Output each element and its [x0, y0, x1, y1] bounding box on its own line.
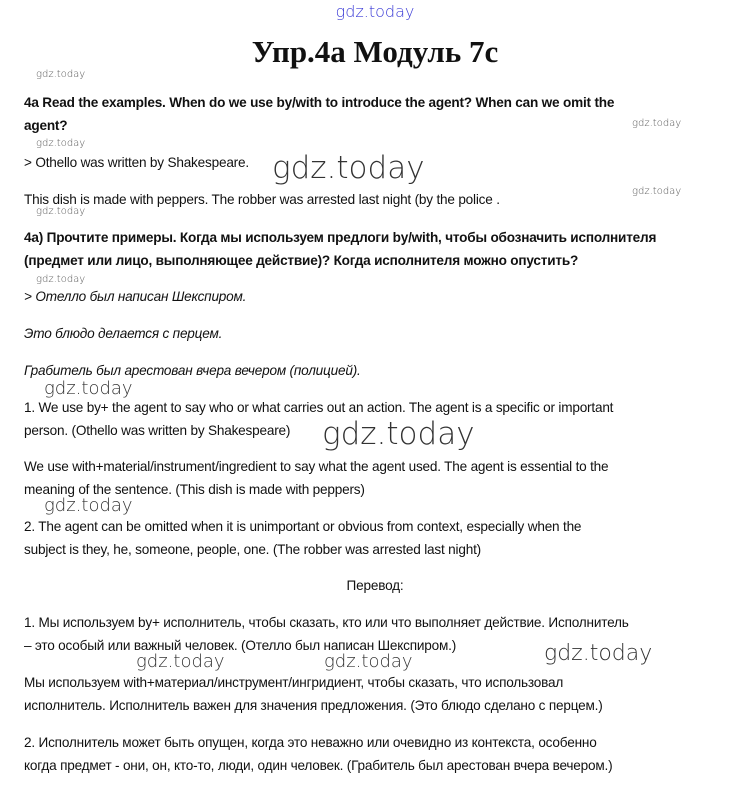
answer-ru-line: – это особый или важный человек. (Отелло был написан Шекспиром.): [24, 638, 457, 653]
watermark: gdz.today: [322, 416, 475, 452]
watermark: gdz.today: [324, 651, 413, 672]
example-ru: Это блюдо делается с перцем.: [24, 326, 223, 341]
watermark: gdz.today: [36, 274, 86, 285]
answer-en-line: 1. We use by+ the agent to say who or what carries out an action. The agent is a specific or important: [24, 400, 614, 415]
watermark: gdz.today: [632, 186, 682, 197]
example-en: This dish is made with peppers. The robber was arrested last night (by the police .: [24, 192, 500, 207]
watermark: gdz.today: [272, 150, 425, 186]
watermark-logo: gdz.today: [335, 2, 415, 21]
task-ru-line: 4а) Прочтите примеры. Когда мы используем предлоги by/with, чтобы обозначить исполнителя: [24, 230, 657, 245]
watermark: gdz.today: [36, 69, 86, 80]
page-title: Упр.4a Модуль 7c: [251, 34, 499, 69]
watermark: gdz.today: [136, 651, 225, 672]
example-ru: > Отелло был написан Шекспиром.: [24, 289, 247, 304]
watermark: gdz.today: [36, 138, 86, 149]
example-en: > Othello was written by Shakespeare.: [24, 155, 249, 170]
answer-ru-line: Мы используем with+материал/инструмент/ингридиент, чтобы сказать, что использовал: [24, 675, 564, 690]
watermark: gdz.today: [544, 641, 653, 666]
answer-en-line: 2. The agent can be omitted when it is unimportant or obvious from context, especially when the: [24, 519, 582, 534]
answer-ru-line: 1. Мы используем by+ исполнитель, чтобы сказать, кто или что выполняет действие. Исполнитель: [24, 615, 629, 630]
answer-ru-line: когда предмет - они, он, кто-то, люди, один человек. (Грабитель был арестован вчера вечером.): [24, 758, 613, 773]
watermark: gdz.today: [36, 206, 86, 217]
watermark: gdz.today: [44, 378, 133, 399]
answer-en-line: We use with+material/instrument/ingredient to say what the agent used. The agent is essential to the: [24, 459, 609, 474]
watermark: gdz.today: [44, 495, 133, 516]
watermark: gdz.today: [632, 118, 682, 129]
answer-ru-line: 2. Исполнитель может быть опущен, когда это неважно или очевидно из контекста, особенно: [24, 735, 597, 750]
task-en-line: 4a Read the examples. When do we use by/with to introduce the agent? When can we omit the: [24, 95, 615, 110]
answer-ru-line: исполнитель. Исполнитель важен для значения предложения. (Это блюдо сделано с перцем.): [24, 698, 603, 713]
task-ru-line: (предмет или лицо, выполняющее действие)? Когда исполнителя можно опустить?: [24, 253, 579, 268]
answer-en-line: person. (Othello was written by Shakespeare): [24, 423, 291, 438]
translation-heading: Перевод:: [346, 578, 404, 593]
example-ru: Грабитель был арестован вчера вечером (полицией).: [24, 363, 361, 378]
answer-en-line: meaning of the sentence. (This dish is made with peppers): [24, 482, 365, 497]
task-en-line: agent?: [24, 118, 68, 133]
answer-en-line: subject is they, he, someone, people, one. (The robber was arrested last night): [24, 542, 481, 557]
